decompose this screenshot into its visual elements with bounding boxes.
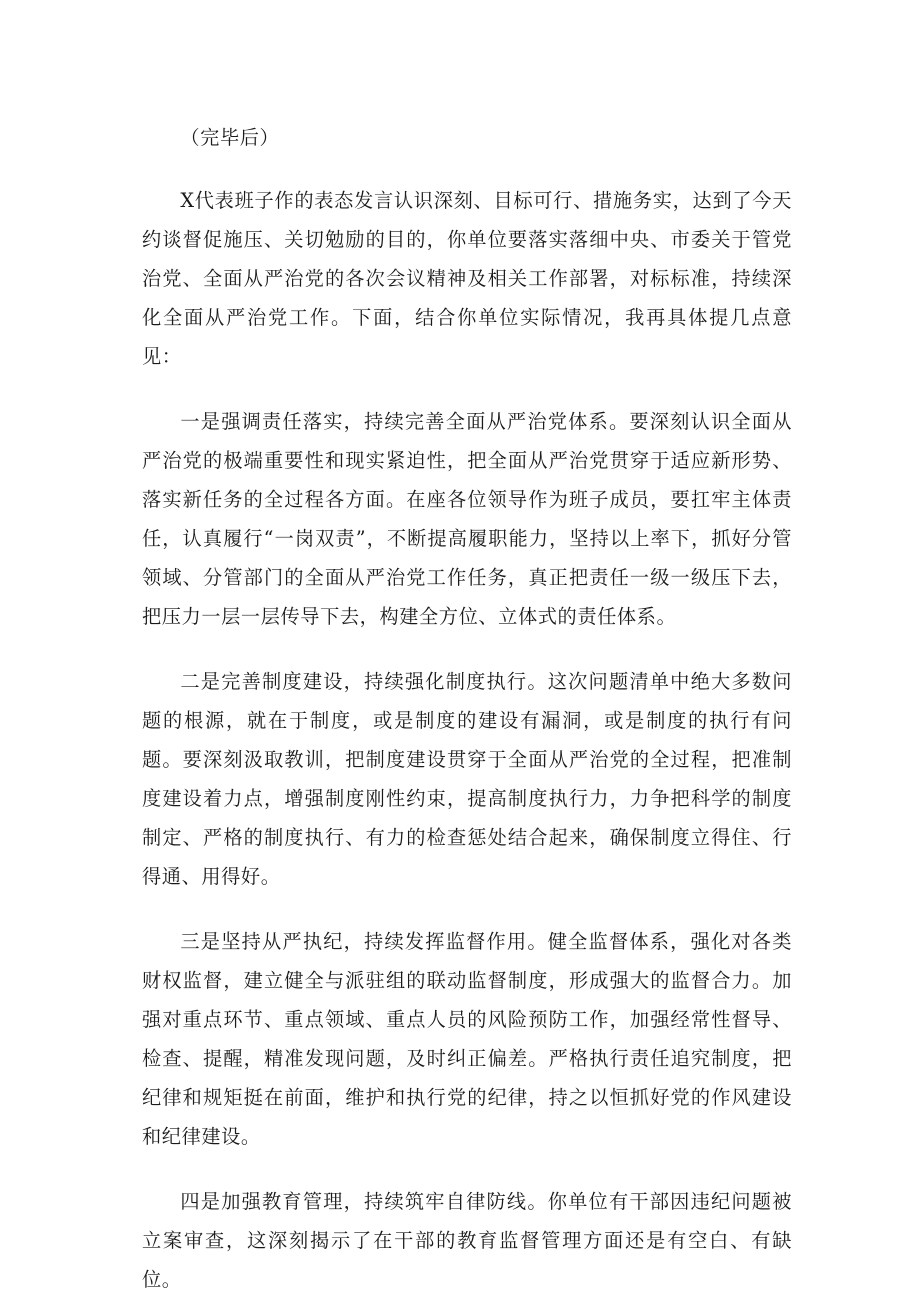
paragraph-discipline: 三是坚持从严执纪，持续发挥监督作用。健全监督体系，强化对各类财权监督，建立健全与派驻组的联动监督制度，形成强大的监督合力。加强对重点环节、重点领域、重点人员的风险预防工作，加强经常性督导、检查、提醒，精准发现问题，及时纠正偏差。严格执行责任追究制度，把纪律和规矩挺在前面，维护和执行党的纪律，持之以恒抓好党的作风建设和纪律建设。: [142, 930, 792, 1148]
paragraph-responsibility: 一是强调责任落实，持续完善全面从严治党体系。要深刻认识全面从严治党的极端重要性和现实紧迫性，把全面从严治党贯穿于适应新形势、落实新任务的全过程各方面。在座各位领导作为班子成员，要扛牢主体责任，认真履行“一岗双责”，不断提高履职能力，坚持以上率下，抓好分管领域、分管部门的全面从严治党工作任务，真正把责任一级一级压下去，把压力一层一层传导下去，构建全方位、立体式的责任体系。: [142, 410, 792, 628]
completion-note: （完毕后）: [180, 126, 280, 149]
paragraph-intro: X代表班子作的表态发言认识深刻、目标可行、措施务实，达到了今天约谈督促施压、关切勉励的目的，你单位要落实落细中央、市委关于管党治党、全面从严治党的各次会议精神及相关工作部署，对标标准，持续深化全面从严治党工作。下面，结合你单位实际情况，我再具体提几点意见：: [142, 189, 792, 368]
paragraph-education: 四是加强教育管理，持续筑牢自律防线。你单位有干部因违纪问题被立案审查，这深刻揭示了在干部的教育监督管理方面还是有空白、有缺位。: [142, 1190, 792, 1291]
paragraph-institution: 二是完善制度建设，持续强化制度执行。这次问题清单中绝大多数问题的根源，就在于制度，或是制度的建设有漏洞，或是制度的执行有问题。要深刻汲取教训，把制度建设贯穿于全面从严治党的全过程，把准制度建设着力点，增强制度刚性约束，提高制度执行力，力争把科学的制度制定、严格的制度执行、有力的检查惩处结合起来，确保制度立得住、行得通、用得好。: [142, 670, 792, 888]
